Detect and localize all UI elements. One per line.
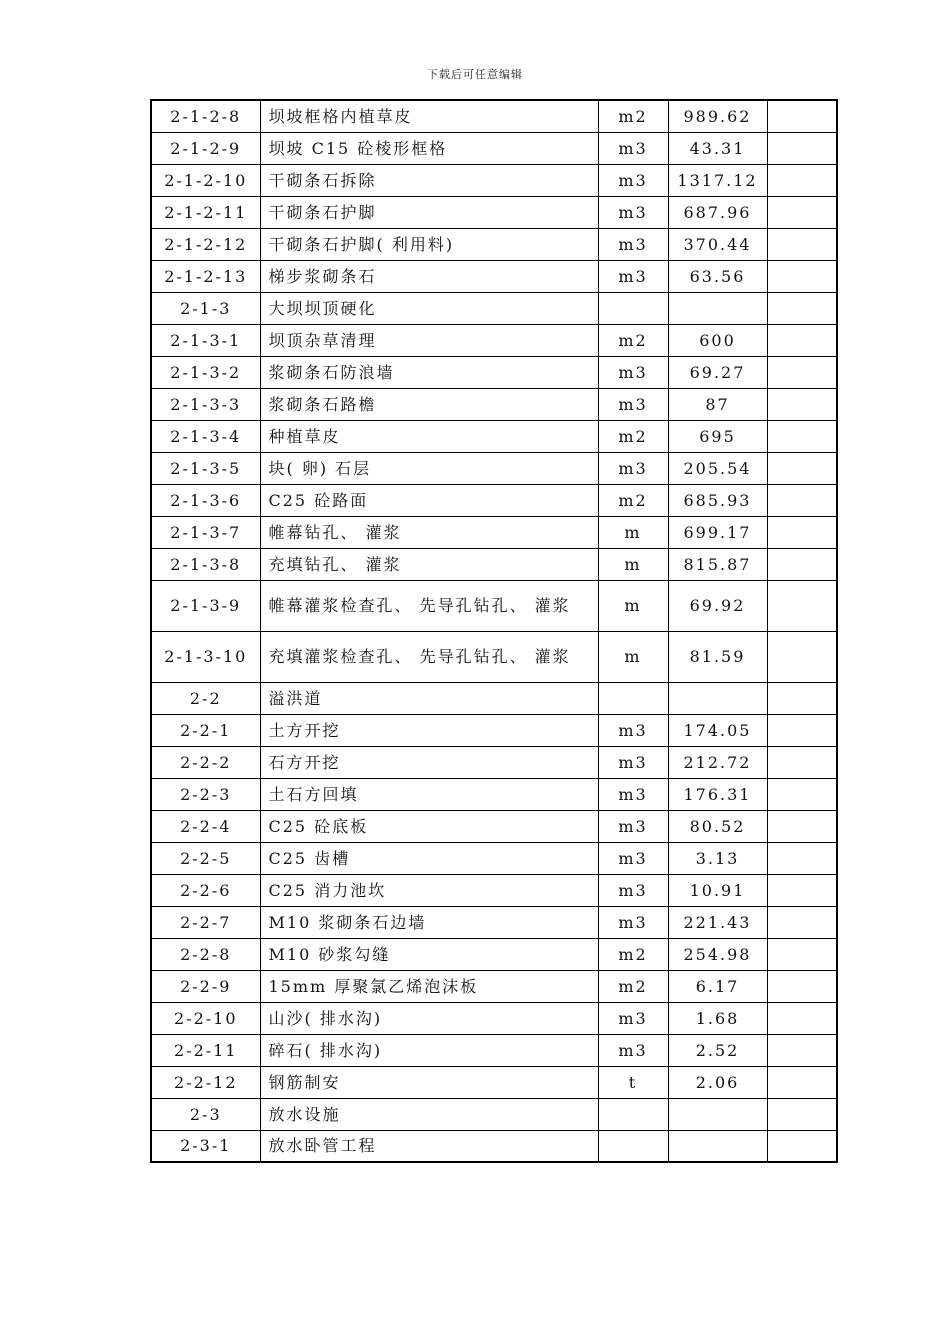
remark-cell	[767, 164, 837, 196]
remark-cell	[767, 1002, 837, 1034]
quantity-cell	[668, 292, 767, 324]
remark-cell	[767, 356, 837, 388]
item-code-cell: 2-1-2-12	[151, 228, 260, 260]
unit-cell: m	[598, 548, 668, 580]
table-row	[151, 746, 837, 778]
table-row	[151, 631, 837, 682]
remark-cell	[767, 938, 837, 970]
table-row	[151, 228, 837, 260]
table-row	[151, 548, 837, 580]
item-name-cell: 浆砌条石防浪墙	[260, 356, 598, 388]
table-row	[151, 1130, 837, 1162]
unit-cell: m3	[598, 388, 668, 420]
remark-cell	[767, 682, 837, 714]
remark-cell	[767, 516, 837, 548]
item-code-cell: 2-2-9	[151, 970, 260, 1002]
remark-cell	[767, 196, 837, 228]
item-code-cell: 2-2-11	[151, 1034, 260, 1066]
quantity-cell: 69.92	[668, 580, 767, 631]
remark-cell	[767, 631, 837, 682]
quantity-cell: 6.17	[668, 970, 767, 1002]
table-row	[151, 874, 837, 906]
remark-cell	[767, 714, 837, 746]
quantity-cell: 176.31	[668, 778, 767, 810]
unit-cell: m3	[598, 132, 668, 164]
quantity-cell: 3.13	[668, 842, 767, 874]
item-name-cell: 石方开挖	[260, 746, 598, 778]
table-row	[151, 810, 837, 842]
quantity-table-body	[151, 100, 837, 1162]
remark-cell	[767, 484, 837, 516]
unit-cell: m2	[598, 938, 668, 970]
table-row	[151, 1098, 837, 1130]
item-name-cell: M10 浆砌条石边墙	[260, 906, 598, 938]
table-row	[151, 324, 837, 356]
remark-cell	[767, 388, 837, 420]
remark-cell	[767, 778, 837, 810]
item-name-cell: 溢洪道	[260, 682, 598, 714]
remark-cell	[767, 260, 837, 292]
quantity-cell: 699.17	[668, 516, 767, 548]
quantity-cell: 685.93	[668, 484, 767, 516]
item-code-cell: 2-1-2-8	[151, 100, 260, 132]
unit-cell: m3	[598, 164, 668, 196]
unit-cell: m3	[598, 452, 668, 484]
unit-cell: m3	[598, 810, 668, 842]
remark-cell	[767, 228, 837, 260]
table-row	[151, 1002, 837, 1034]
table-row	[151, 516, 837, 548]
quantity-cell: 80.52	[668, 810, 767, 842]
item-name-cell: 充填灌浆检查孔、 先导孔钻孔、 灌浆	[260, 631, 598, 682]
remark-cell	[767, 292, 837, 324]
item-code-cell: 2-2-5	[151, 842, 260, 874]
table-row	[151, 1066, 837, 1098]
table-row	[151, 420, 837, 452]
item-name-cell: 土石方回填	[260, 778, 598, 810]
page-header: 下载后可任意编辑	[427, 68, 523, 81]
item-name-cell: C25 砼路面	[260, 484, 598, 516]
item-code-cell: 2-1-3-3	[151, 388, 260, 420]
item-name-cell: 干砌条石拆除	[260, 164, 598, 196]
item-code-cell: 2-1-2-10	[151, 164, 260, 196]
quantity-cell: 10.91	[668, 874, 767, 906]
quantity-cell: 2.52	[668, 1034, 767, 1066]
item-name-cell: 大坝坝顶硬化	[260, 292, 598, 324]
item-name-cell: 山沙( 排水沟)	[260, 1002, 598, 1034]
item-name-cell: 钢筋制安	[260, 1066, 598, 1098]
unit-cell: m2	[598, 420, 668, 452]
quantity-cell: 81.59	[668, 631, 767, 682]
remark-cell	[767, 1098, 837, 1130]
item-code-cell: 2-1-3-1	[151, 324, 260, 356]
item-code-cell: 2-1-3-7	[151, 516, 260, 548]
unit-cell	[598, 682, 668, 714]
table-row	[151, 484, 837, 516]
table-row	[151, 938, 837, 970]
unit-cell: m3	[598, 874, 668, 906]
table-row	[151, 452, 837, 484]
item-name-cell: 梯步浆砌条石	[260, 260, 598, 292]
unit-cell: m2	[598, 484, 668, 516]
table-row	[151, 682, 837, 714]
table-row	[151, 714, 837, 746]
item-name-cell: 块( 卵) 石层	[260, 452, 598, 484]
remark-cell	[767, 580, 837, 631]
item-name-cell: 放水设施	[260, 1098, 598, 1130]
remark-cell	[767, 810, 837, 842]
quantity-cell: 815.87	[668, 548, 767, 580]
quantity-cell: 989.62	[668, 100, 767, 132]
quantity-cell: 205.54	[668, 452, 767, 484]
quantity-cell: 69.27	[668, 356, 767, 388]
item-code-cell: 2-1-2-11	[151, 196, 260, 228]
item-name-cell: C25 消力池坎	[260, 874, 598, 906]
remark-cell	[767, 874, 837, 906]
unit-cell: m3	[598, 260, 668, 292]
table-row	[151, 580, 837, 631]
unit-cell	[598, 1098, 668, 1130]
quantity-cell: 43.31	[668, 132, 767, 164]
item-code-cell: 2-3	[151, 1098, 260, 1130]
item-name-cell: M10 砂浆勾缝	[260, 938, 598, 970]
quantity-cell: 212.72	[668, 746, 767, 778]
unit-cell: m3	[598, 228, 668, 260]
remark-cell	[767, 100, 837, 132]
unit-cell: m2	[598, 324, 668, 356]
unit-cell: m3	[598, 746, 668, 778]
item-name-cell: 帷幕钻孔、 灌浆	[260, 516, 598, 548]
quantity-cell: 687.96	[668, 196, 767, 228]
unit-cell: m3	[598, 842, 668, 874]
item-code-cell: 2-2-12	[151, 1066, 260, 1098]
table-row	[151, 100, 837, 132]
unit-cell: m3	[598, 196, 668, 228]
item-code-cell: 2-1-3-4	[151, 420, 260, 452]
remark-cell	[767, 1034, 837, 1066]
item-name-cell: 坝顶杂草清理	[260, 324, 598, 356]
table-row	[151, 196, 837, 228]
item-name-cell: 坝坡 C15 砼棱形框格	[260, 132, 598, 164]
quantity-cell	[668, 1098, 767, 1130]
item-code-cell: 2-2-4	[151, 810, 260, 842]
unit-cell: m3	[598, 356, 668, 388]
item-code-cell: 2-2-8	[151, 938, 260, 970]
quantity-cell: 695	[668, 420, 767, 452]
quantity-cell: 221.43	[668, 906, 767, 938]
quantity-cell: 1.68	[668, 1002, 767, 1034]
item-name-cell: 干砌条石护脚( 利用料)	[260, 228, 598, 260]
quantity-cell: 254.98	[668, 938, 767, 970]
remark-cell	[767, 746, 837, 778]
remark-cell	[767, 548, 837, 580]
unit-cell: m	[598, 631, 668, 682]
table-row	[151, 292, 837, 324]
item-code-cell: 2-2-7	[151, 906, 260, 938]
unit-cell: m3	[598, 714, 668, 746]
item-name-cell: 碎石( 排水沟)	[260, 1034, 598, 1066]
unit-cell: m2	[598, 970, 668, 1002]
remark-cell	[767, 324, 837, 356]
item-code-cell: 2-1-2-9	[151, 132, 260, 164]
item-name-cell: 15mm 厚聚氯乙烯泡沫板	[260, 970, 598, 1002]
item-name-cell: 干砌条石护脚	[260, 196, 598, 228]
unit-cell: m3	[598, 1002, 668, 1034]
remark-cell	[767, 420, 837, 452]
item-code-cell: 2-2-2	[151, 746, 260, 778]
quantity-cell: 87	[668, 388, 767, 420]
item-code-cell: 2-2-3	[151, 778, 260, 810]
item-code-cell: 2-1-3-6	[151, 484, 260, 516]
table-row	[151, 164, 837, 196]
item-code-cell: 2-2-6	[151, 874, 260, 906]
item-name-cell: C25 砼底板	[260, 810, 598, 842]
table-row	[151, 778, 837, 810]
remark-cell	[767, 906, 837, 938]
item-code-cell: 2-2-10	[151, 1002, 260, 1034]
remark-cell	[767, 842, 837, 874]
item-code-cell: 2-1-2-13	[151, 260, 260, 292]
quantity-table	[150, 99, 838, 1163]
item-code-cell: 2-2-1	[151, 714, 260, 746]
item-name-cell: 帷幕灌浆检查孔、 先导孔钻孔、 灌浆	[260, 580, 598, 631]
item-code-cell: 2-1-3	[151, 292, 260, 324]
item-code-cell: 2-3-1	[151, 1130, 260, 1162]
remark-cell	[767, 1066, 837, 1098]
item-name-cell: 坝坡框格内植草皮	[260, 100, 598, 132]
item-name-cell: 浆砌条石路檐	[260, 388, 598, 420]
table-row	[151, 356, 837, 388]
item-code-cell: 2-1-3-5	[151, 452, 260, 484]
table-row	[151, 970, 837, 1002]
unit-cell	[598, 1130, 668, 1162]
quantity-cell: 600	[668, 324, 767, 356]
remark-cell	[767, 1130, 837, 1162]
quantity-cell: 2.06	[668, 1066, 767, 1098]
item-name-cell: 种植草皮	[260, 420, 598, 452]
unit-cell: m3	[598, 906, 668, 938]
table-row	[151, 260, 837, 292]
table-row	[151, 388, 837, 420]
item-code-cell: 2-2	[151, 682, 260, 714]
table-row	[151, 906, 837, 938]
unit-cell: m	[598, 580, 668, 631]
unit-cell	[598, 292, 668, 324]
unit-cell: t	[598, 1066, 668, 1098]
unit-cell: m2	[598, 100, 668, 132]
unit-cell: m3	[598, 778, 668, 810]
quantity-cell	[668, 682, 767, 714]
item-code-cell: 2-1-3-9	[151, 580, 260, 631]
remark-cell	[767, 452, 837, 484]
item-name-cell: 放水卧管工程	[260, 1130, 598, 1162]
unit-cell: m3	[598, 1034, 668, 1066]
item-code-cell: 2-1-3-10	[151, 631, 260, 682]
item-code-cell: 2-1-3-8	[151, 548, 260, 580]
unit-cell: m	[598, 516, 668, 548]
quantity-cell: 1317.12	[668, 164, 767, 196]
table-row	[151, 842, 837, 874]
quantity-cell: 370.44	[668, 228, 767, 260]
table-row	[151, 1034, 837, 1066]
quantity-cell	[668, 1130, 767, 1162]
item-code-cell: 2-1-3-2	[151, 356, 260, 388]
item-name-cell: 充填钻孔、 灌浆	[260, 548, 598, 580]
quantity-cell: 63.56	[668, 260, 767, 292]
remark-cell	[767, 970, 837, 1002]
item-name-cell: C25 齿槽	[260, 842, 598, 874]
quantity-cell: 174.05	[668, 714, 767, 746]
item-name-cell: 土方开挖	[260, 714, 598, 746]
table-row	[151, 132, 837, 164]
remark-cell	[767, 132, 837, 164]
